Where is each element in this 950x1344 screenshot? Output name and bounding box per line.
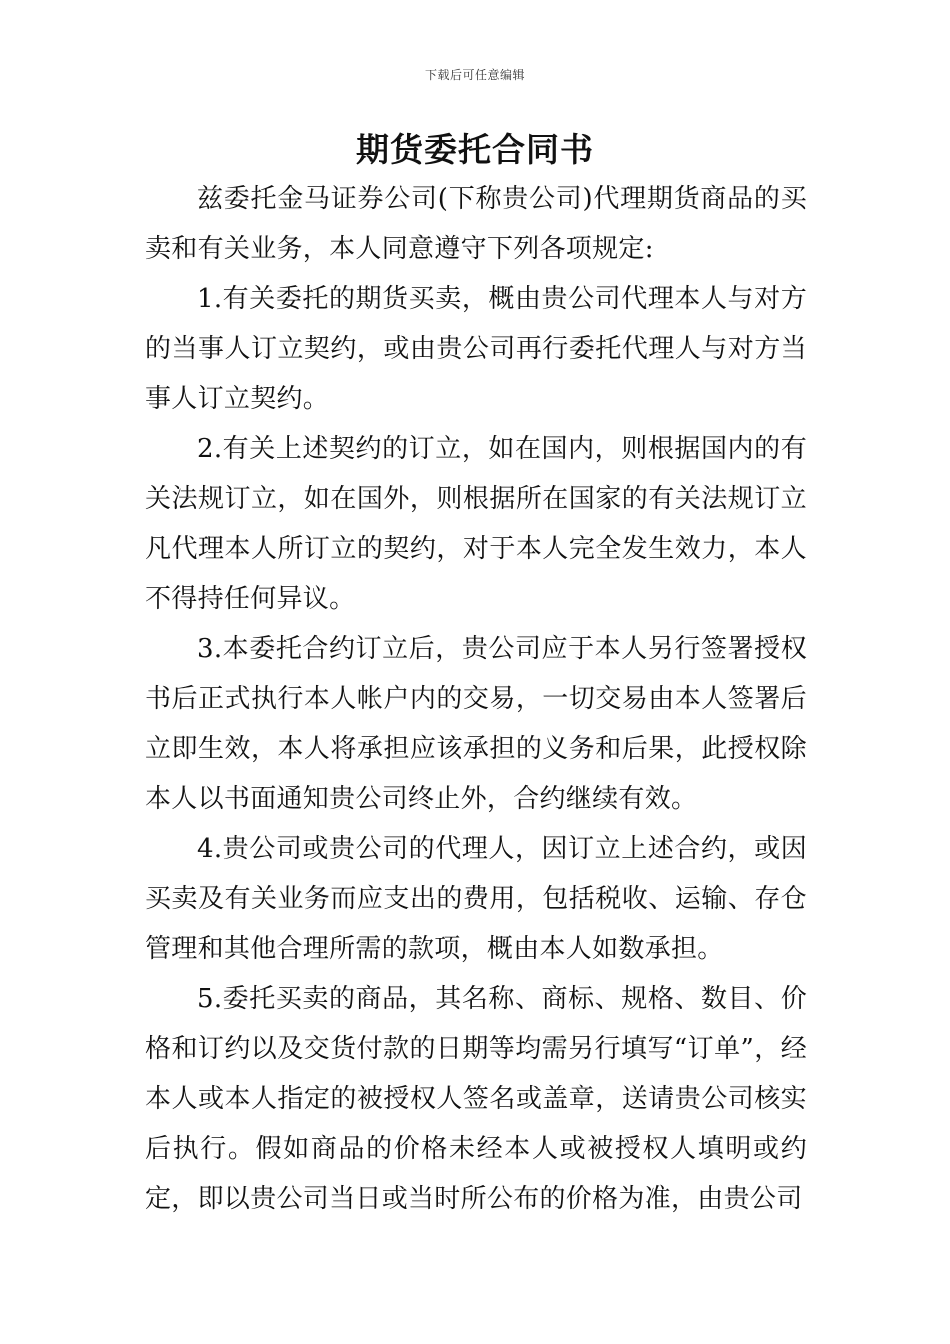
- clause-1-paragraph: 1.有关委托的期货买卖，概由贵公司代理本人与对方的当事人订立契约，或由贵公司再行委托代理人与对方当事人订立契约。: [145, 284, 807, 414]
- clause-5-paragraph: 5.委托买卖的商品，其名称、商标、规格、数目、价格和订约以及交货付款的日期等均需另行填写“订单”，经本人或本人指定的被授权人签名或盖章，送请贵公司核实后执行。假如商品的价格未经本人或被授权人填明或约定，即以贵公司当日或当时所公布的价格为准，由贵公司: [145, 984, 807, 1214]
- clause-2-paragraph: 2.有关上述契约的订立，如在国内，则根据国内的有关法规订立，如在国外，则根据所在国家的有关法规订立凡代理本人所订立的契约，对于本人完全发生效力，本人不得持任何异议。: [145, 434, 807, 614]
- intro-paragraph: 兹委托金马证券公司(下称贵公司)代理期货商品的买卖和有关业务，本人同意遵守下列各项规定:: [145, 184, 807, 264]
- header-note: 下载后可任意编辑: [424, 68, 525, 82]
- clause-4-paragraph: 4.贵公司或贵公司的代理人，因订立上述合约，或因买卖及有关业务而应支出的费用，包括税收、运输、存仓管理和其他合理所需的款项，概由本人如数承担。: [145, 834, 807, 964]
- document-title: 期货委托合同书: [356, 130, 594, 169]
- clause-3-paragraph: 3.本委托合约订立后，贵公司应于本人另行签署授权书后正式执行本人帐户内的交易，一切交易由本人签署后立即生效，本人将承担应该承担的义务和后果，此授权除本人以书面通知贵公司终止外，合约继续有效。: [145, 634, 807, 814]
- document-body: [145, 174, 807, 1224]
